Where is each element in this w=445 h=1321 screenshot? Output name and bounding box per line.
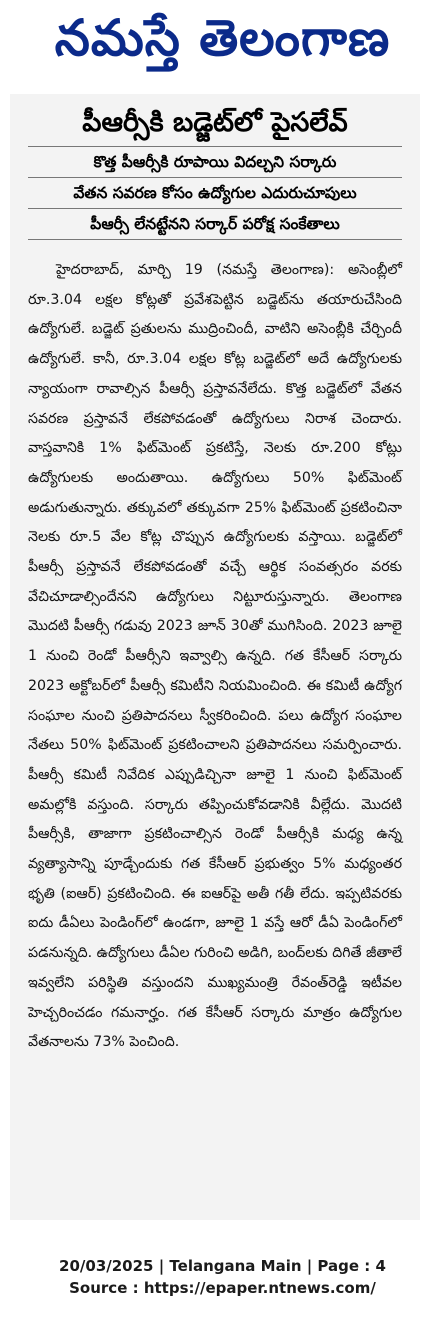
- footer-date-edition-page: 20/03/2025 | Telangana Main | Page : 4: [59, 1257, 386, 1275]
- article-clipping: [10, 94, 420, 1220]
- article-headline: పీఆర్సీకి బడ్జెట్‌లో పైసలేవ్: [82, 107, 348, 138]
- footer-source-link[interactable]: Source : https://epaper.ntnews.com/: [69, 1279, 376, 1297]
- article-subhead-1: కొత్త పీఆర్సీకి రూపాయి విదల్చని సర్కారు: [28, 146, 402, 177]
- article-body: హైదరాబాద్, మార్చి 19 (నమస్తే తెలంగాణ): అసెంబ్లీలో రూ.3.04 లక్షల కోట్లతో ప్రవేశపెట్టిన బడ్జెట్‌ను తయారుచేసింది ఉద్యోగులే. బడ్జెట్ ప్రతులను ముద్రించిందీ, వాటిని అసెంబ్లీకి చేర్చిందీ ఉద్యోగులే. కానీ, రూ.3.04 లక్షల కోట్ల బడ్జెట్‌లో అదే ఉద్యోగులకు న్యాయంగా రావాల్సిన పీఆర్సీ ప్రస్తావనేలేదు. కొత్త బడ్జెట్‌లో వేతన సవరణ ప్రస్తావనే లేకపోవడంతో ఉద్యోగులు నిరాశ చెందారు. వాస్తవానికి 1% ఫిట్‌మెంట్ ప్రకటిస్తే, నెలకు రూ.200 కోట్లు ఉద్యోగులకు అందుతాయి. ఉద్యోగులు 50% ఫిట్‌మెంట్ అడుగుతున్నారు. తక్కువలో తక్కువగా 25% ఫిట్‌మెంట్ ప్రకటించినా నెలకు రూ.5 వేల కోట్ల చొప్పున ఉద్యోగులకు వస్తాయి. బడ్జెట్‌లో పీఆర్సీ ప్రస్తావనే లేకపోవడంతో వచ్చే ఆర్థిక సంవత్సరం వరకు వేచిచూడాల్సిందేనని ఉద్యోగులు నిట్టూరుస్తున్నారు. తెలంగాణ మొదటి పీఆర్సీ గడువు 2023 జూన్ 30తో ముగిసింది. 2023 జూలై 1 నుంచి రెండో పీఆర్సీని ఇవ్వాల్సి ఉన్నది. గత కేసీఆర్ సర్కారు 2023 అక్టోబర్‌లో పీఆర్సీ కమిటీని నియమించింది. ఈ కమిటీ ఉద్యోగ సంఘాల నుంచి ప్రతిపాదనలు స్వీకరించింది. పలు ఉద్యోగ సంఘాల నేతలు 50% ఫిట్‌మెంట్ ప్రకటించాలని ప్రతిపాదనలు సమర్పించారు. పీఆర్సీ కమిటీ నివేదిక ఎప్పుడిచ్చినా జూలై 1 నుంచి ఫిట్‌మెంట్ అమల్లోకి వస్తుంది. సర్కారు తప్పించుకోవడానికి వీల్లేదు. మొదటి పీఆర్సీకి, తాజాగా ప్రకటించాల్సిన రెండో పీఆర్సీకి మధ్య ఉన్న వ్యత్యాసాన్ని పూడ్చేందుకు గత కేసీఆర్ ప్రభుత్వం 5% మధ్యంతర భృతి (ఐఆర్) ప్రకటించింది. ఈ ఐఆర్‌పై అతీ గతీ లేదు. ఇప్పటివరకు ఐదు డీఏలు పెండింగ్‌లో ఉండగా, జూలై 1 వస్తే ఆరో డీఏ పెండింగ్‌లో పడనున్నది. ఉద్యోగులు డీఏల గురించి అడిగి, బంద్‌లకు దిగితే జీతాలే ఇవ్వలేని పరిస్థితి వస్తుందని ముఖ్యమంత్రి రేవంత్‌రెడ్డి ఇటీవల హెచ్చరించడం గమనార్హం. గత కేసీఆర్ సర్కారు మాత్రం ఉద్యోగుల వేతనాలను 73% పెంచింది.: [28, 262, 402, 1051]
- article-subhead-3: పీఆర్సీ లేనట్టేనని సర్కార్ పరోక్ష సంకేతాలు: [28, 208, 402, 240]
- newspaper-masthead-logo: నమస్తే తెలంగాణ: [54, 8, 391, 67]
- article-subhead-2: వేతన సవరణ కోసం ఉద్యోగుల ఎదురుచూపులు: [28, 177, 402, 208]
- clipping-footer: [0, 1255, 445, 1299]
